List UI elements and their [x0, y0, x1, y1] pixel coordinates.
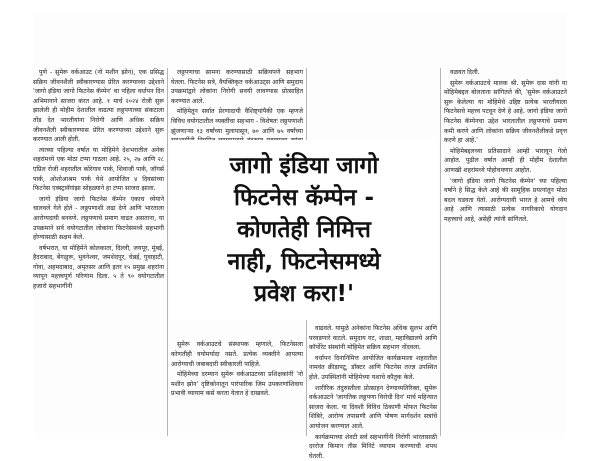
paragraph: मोहिमेतून सर्वात प्रेरणादायी वैशिष्ट्यांपैकी एक म्हणजे विविध वयोगटातील व्यक्तींचा सहभाग - विशेषतः लठ्ठपणाशी झुंजणाऱ्या १३ वर्षांच्या मुलापासून, ७० आणि ७५ वर्षांच्या: [171, 108, 303, 135]
paragraph: शारीरिक तंदुरुस्तीला प्रोत्साहन देण्याव्यतिरिक्त, सुमेरू वर्कआउटने 'जागतिक लठ्ठपणा विरोधी दिन' मार्च महिन्यात साजरा केला. या दिवशी विविध ठिकाणी मोफत फिटनेस शिबिरे, आरोग्य तपासणी आणि पोषण मार्गदर्शन सत्रांचे आयोजन करण्यात आले.: [309, 384, 437, 430]
headline-line: जागो इंडिया जागो: [229, 153, 379, 179]
headline: [171, 140, 437, 320]
headline-line: नाही, फिटनेसमध्ये: [227, 249, 381, 275]
column-divider: [167, 68, 168, 436]
paragraph: वळवत दिली.: [450, 69, 480, 76]
article-column-1: [33, 68, 164, 440]
column-divider: [440, 68, 441, 436]
paragraph: जागो इंडिया जागो फिटनेस कॅम्पेन एकाच ध्येयाने चालवले गेले होते - लठ्ठपणाशी लढा देणे आणि भारताला आरोग्यदायी बनवणे. लठ्ठपणाचे प्रमाण वाढत असताना, या उपक्रमाने सर्व वयोगटातील लोकांना फिटनेसमध्ये सहभागी होण्यासाठी सक्षम केले.: [33, 195, 164, 242]
paragraph: वर्धापन दिनानिमित्त आयोजित कार्यक्रमाला शहरातील नामवंत क्रीडापटू, डॉक्टर आणि फिटनेस तज्ज्ञ उपस्थित होते. उपस्थितांनी मोहिमेच्या यशाचे कौतुक केले.: [309, 354, 437, 381]
paragraph: सुमेरू वर्कआउटचे मालक श्री. सुमेरू दास यांनी या मोहिमेबद्दल बोलताना सांगितले की, 'सुमेरू वर्कआउटने सुरू केलेल्या या मोहिमेचे उद्दिष्ट प्रत्येक भारतीयाला फिटनेसचे महत्त्व पटवून देणे हे आहे. जागो इंडिया जागो फिटनेस कॅम्पेनचा उद्देश भारतातील लठ्ठपणाचे प्रमाण कमी करणे आणि लोकांना सक्रिय जीवनशैलीकडे प्रवृत्त करणे हा आहे.': [444, 79, 567, 145]
article-column-4: [444, 68, 567, 440]
paragraph: वाढवले. यामुळे अनेकांना फिटनेस अधिक सुलभ आणि परवडणारे वाटले. समुदाय गट, शाळा, महाविद्यालये आणि कॉर्पोरेट संस्थांनी मोहिमेत सक्रिय सहभाग नोंदवला.: [309, 325, 437, 352]
headline-line: फिटनेस कॅम्पेन -: [234, 185, 374, 211]
paragraph: मोहिमेबद्दलच्या प्रतिसादाने आम्ही भारावून गेलो आहोत. पुढील वर्षात आम्ही ही मोहीम देशातील आणखी शहरांमध्ये पोहोचवणार आहोत.: [444, 147, 567, 174]
paragraph: सुमेरू वर्कआउटचे संस्थापक म्हणाले, फिटनेसला कोणतीही वयोमर्यादा नसते. प्रत्येक व्यक्तीने आपल्या आरोग्याची जबाबदारी स्वीकारली पाहिजे.: [171, 341, 303, 368]
paragraph: कार्यक्रमाच्या शेवटी सर्व सहभागींनी निरोगी भारतासाठी दररोज किमान तीस मिनिटे व्यायाम करण्याची शपथ घेतली.: [309, 433, 437, 460]
headline-line: प्रवेश करा!': [253, 281, 355, 307]
paragraph: वर्षभरात, या मोहिमेने कोलकाता, दिल्ली, जयपूर, मुंबई, हैदराबाद, बेंगळुरू, भुवनेश्वर, जमशेदपूर, चेन्नई, गुवाहाटी, गोवा, अहमदाबाद, अमृतसर आणि इतर १५ प्रमुख शहरांना व्यापून महत्त्वपूर्ण परिणाम दिला. ५ ते ९० वयोगटातील हजारो सहभागींनी: [33, 244, 164, 291]
paragraph: पुणे - सुमेरू वर्कआउट (नो मशीन झोन), एक प्रसिद्ध सक्रिय जीवनशैली स्वीकारण्यास प्रेरित करण्याच्या उद्देशाने 'जागो इंडिया जागो फिटनेस कॅम्पेन' चा पहिला वर्धापन दिन अभिमानाने साजरा करत आहे. १ मार्च २०२४ रोजी सुरू झालेली ही मोहीम देशातील वाढत्या लठ्ठपणाच्या संकटाला तोंड देत भारतीयांना निरोगी आणि अधिक सक्रिय जीवनशैली स्वीकारण्यास प्रेरित करण्याच्या उद्देशाने सुरू करण्यात आली होती.: [33, 69, 164, 144]
headline-line: कोणतेही निमित्त: [237, 217, 371, 243]
paragraph: त्याच्या पहिल्या वर्षात या मोहिमेने देशभरातील अनेक शहरांमध्ये एक मोठा टप्पा गाठला आहे. २५, २७ आणि २८ एप्रिल रोजी शहरातील कोरेगाव पार्क, शिवाजी पार्क, जॉगर्स पार्क, ओशोआश्रम पार्क येथे आयोजित ४ दिवसांच्या फिटनेस एक्स्ट्रावॅगांझा सोहळ्याने हा टप्पा साजरा झाला.: [33, 146, 164, 193]
paragraph: मोहिमेच्या दरम्यान सुमेरू वर्कआउटच्या प्रशिक्षकांनी 'नो मशीन झोन' दृष्टिकोनातून पारंपारिक जिम उपकरणांशिवाय प्रभावी व्यायाम कसे करता येतात हे दाखवले.: [171, 371, 303, 398]
paragraph: लठ्ठपणाचा सामना करण्यासाठी सक्रियपणे सहभाग घेतला. फिटनेस सत्रे, वैयक्तिकृत वर्कआउट्स आणि समुदाय उपक्रमांद्वारे लोकांना निरोगी सवयी लावण्यास प्रोत्साहित करण्यात आले.: [171, 69, 303, 105]
paragraph: 'जागो इंडिया जागो फिटनेस कॅम्पेन' च्या पहिल्या वर्षाने हे सिद्ध केले आहे की सामूहिक प्रयत्नांतून मोठा बदल घडवता येतो. आरोग्यदायी भारत हे आमचे ध्येय आहे आणि त्यासाठी प्रत्येक नागरिकाचे योगदान महत्त्वाचे आहे, असेही त्यांनी सांगितले.: [444, 177, 567, 223]
newspaper-clipping: [33, 12, 567, 460]
